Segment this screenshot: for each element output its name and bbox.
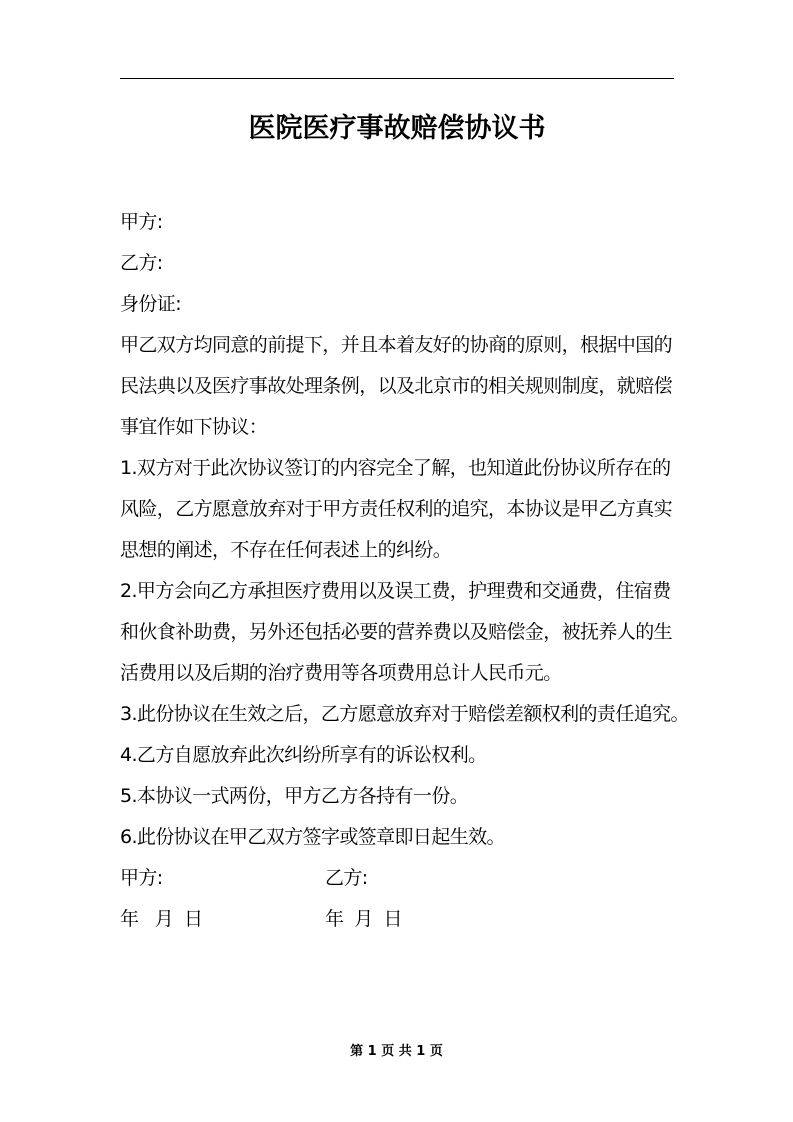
- intro-line: 民法典以及医疗事故处理条例，以及北京市的相关规则制度，就赔偿: [120, 375, 673, 397]
- clause-4-line: 4.乙方自愿放弃此次纠纷所享有的诉讼权利。: [120, 744, 487, 766]
- clause-1-line: 思想的阐述，不存在任何表述上的纠纷。: [120, 539, 452, 561]
- clause-2-line: 和伙食补助费，另外还包括必要的营养费以及赔偿金，被抚养人的生: [120, 621, 673, 643]
- signature-date-b: 年 月 日: [325, 908, 402, 930]
- clause-1-line: 1.双方对于此次协议签订的内容完全了解，也知道此份协议所存在的: [120, 457, 671, 479]
- intro-line: 事宜作如下协议：: [120, 416, 268, 438]
- header-rule: [120, 78, 674, 79]
- clause-2-line: 2.甲方会向乙方承担医疗费用以及误工费，护理费和交通费，住宿费: [120, 580, 671, 602]
- clause-3-line: 3.此份协议在生效之后，乙方愿意放弃对于赔偿差额权利的责任追究。: [120, 703, 689, 725]
- party-a-line: 甲方:: [120, 211, 163, 233]
- clause-5-line: 5.本协议一式两份，甲方乙方各持有一份。: [120, 785, 469, 807]
- signature-party-b-label: 乙方:: [325, 867, 368, 889]
- document-body: [120, 202, 690, 940]
- party-b-line: 乙方:: [120, 252, 163, 274]
- signature-party-a-label: 甲方:: [120, 867, 163, 889]
- intro-line: 甲乙双方均同意的前提下，并且本着友好的协商的原则，根据中国的: [120, 334, 673, 356]
- signature-row: [120, 858, 690, 899]
- signature-date-a: 年 月 日: [120, 908, 203, 930]
- document-title: 医院医疗事故赔偿协议书: [248, 113, 546, 144]
- clause-2-line: 活费用以及后期的治疗费用等各项费用总计人民币元。: [120, 662, 562, 684]
- clause-1-line: 风险，乙方愿意放弃对于甲方责任权利的追究，本协议是甲乙方真实: [120, 498, 673, 520]
- page-number: 第 1 页 共 1 页: [350, 1044, 443, 1059]
- clause-6-line: 6.此份协议在甲乙双方签字或签章即日起生效。: [120, 826, 505, 848]
- id-card-line: 身份证:: [120, 293, 182, 315]
- date-row: [120, 899, 690, 940]
